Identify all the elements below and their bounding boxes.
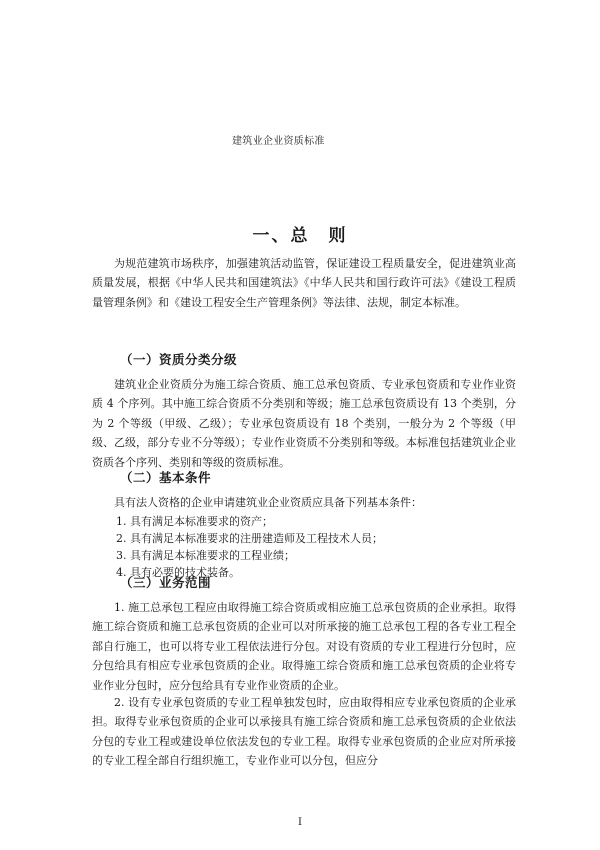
list-item: 1. 具有满足本标准要求的资产； (116, 515, 273, 528)
document-title: 建筑业企业资质标准 (232, 136, 325, 147)
chapter-title: 一、总 则 (252, 226, 348, 246)
page-number: I (298, 817, 302, 828)
list-item: 4. 具有必要的技术装备。 (116, 566, 240, 579)
basic-conditions-list (116, 513, 516, 581)
list-item: 2. 具有满足本标准要求的注册建造师及工程技术人员； (116, 532, 383, 545)
section-heading-classification: （一）资质分类分级 (120, 352, 238, 367)
business-scope-paragraph: 2. 设有专业承包资质的专业工程单独发包时，应由取得相应专业承包资质的企业承担。取得专业承包资质的企业可以承接具有施工综合资质和施工总承包资质的企业依法分包的专业工程或建设单位依法发包的专业工程。取得专业承包资质的企业应对所承接的专业工程全部自行组织施工，专业作业可以分包，但应分 (92, 696, 516, 768)
basic-conditions-lead: 具有法人资格的企业申请建筑业企业资质应具备下列基本条件： (114, 496, 422, 509)
list-item: 3. 具有满足本标准要求的工程业绩； (116, 549, 295, 562)
section-heading-business-scope: （三）业务范围 (120, 575, 212, 590)
business-scope-paragraph: 1. 施工总承包工程应由取得施工综合资质或相应施工总承包资质的企业承担。取得施工综合资质和施工总承包资质的企业可以对所承接的施工总承包工程的各专业工程全部自行施工，也可以将专业工程依法进行分包。对设有资质的专业工程进行分包时，应分包给具有相应专业承包资质的企业。取得施工综合资质和施工总承包资质的企业将专业作业分包时，应分包给具有专业作业资质的企业。 (92, 601, 516, 692)
classification-paragraph: 建筑业企业资质分为施工综合资质、施工总承包资质、专业承包资质和专业作业资质 4 个序列。其中施工综合资质不分类别和等级；施工总承包资质设有 13 个类别，分为 2 个等级（甲级、乙级）；专业承包资质设有 18 个类别，一般分为 2 个等级（甲级、乙级，部分专业不分等级）；专业作业资质不分类别和等级。本标准包括建筑业企业资质各个序列、类别和等级的资质标准。 (92, 378, 516, 469)
section-heading-basic-conditions: （二）基本条件 (120, 470, 212, 485)
intro-paragraph: 为规范建筑市场秩序，加强建筑活动监管，保证建设工程质量安全，促进建筑业高质量发展，根据《中华人民共和国建筑法》《中华人民共和国行政许可法》《建设工程质量管理条例》和《建设工程安全生产管理条例》等法律、法规，制定本标准。 (92, 257, 516, 309)
